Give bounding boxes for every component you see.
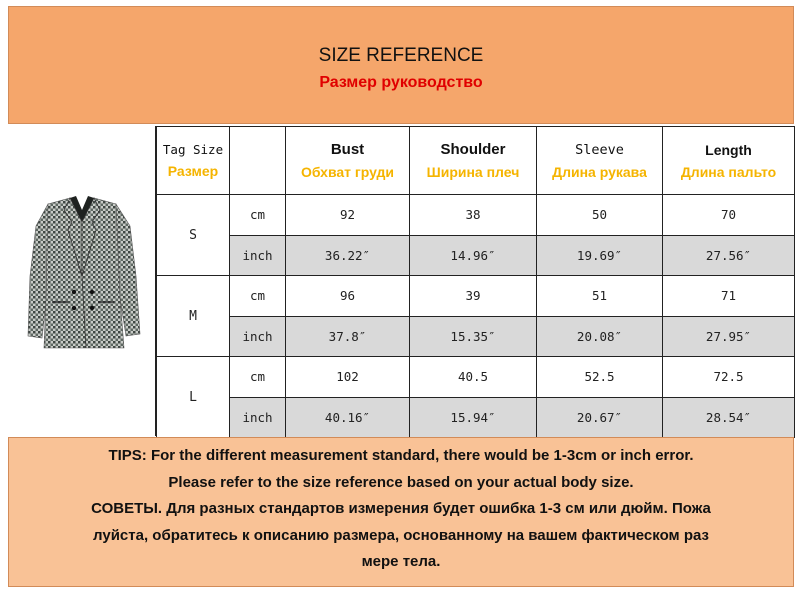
sleeve-inch: 20.08″ [537, 316, 663, 357]
column-label-ru: Длина пальто [680, 163, 777, 180]
column-label-ru: Ширина плеч [426, 164, 520, 180]
tips-line: Please refer to the size reference based on your actual body size. [168, 473, 634, 491]
shoulder-inch: 14.96″ [410, 235, 537, 276]
shoulder-inch: 15.94″ [410, 397, 537, 438]
size-label: M [157, 276, 230, 357]
sleeve-inch: 19.69″ [537, 235, 663, 276]
bust-inch: 37.8″ [286, 316, 410, 357]
column-label-en: Shoulder [440, 141, 506, 158]
shoulder-inch: 15.35″ [410, 316, 537, 357]
table-row-l-cm [157, 357, 795, 398]
shoulder-cm: 39 [410, 276, 537, 317]
page-subtitle: Размер руководство [319, 74, 483, 91]
size-reference-header [8, 6, 794, 124]
column-label-en: Bust [330, 141, 365, 158]
tips-box [8, 437, 794, 587]
page-title: SIZE REFERENCE [318, 45, 484, 66]
table-header-row [157, 127, 795, 195]
shoulder-cm: 40.5 [410, 357, 537, 398]
column-label-ru: Обхват груди [300, 164, 395, 180]
size-label: S [157, 195, 230, 276]
tips-line: СОВЕТЫ. Для разных стандартов измерения будет ошибка 1-3 см или дюйм. Пожа [91, 500, 711, 517]
bust-inch: 40.16″ [286, 397, 410, 438]
column-label-en: Sleeve [575, 141, 624, 158]
table-row-m-cm [157, 276, 795, 317]
tag-size-label: Tag Size [162, 142, 224, 157]
unit-header [230, 127, 286, 195]
length-inch: 27.95″ [663, 316, 795, 357]
sleeve-cm: 52.5 [537, 357, 663, 398]
bust-inch: 36.22″ [286, 235, 410, 276]
shoulder-cm: 38 [410, 195, 537, 236]
size-table [156, 126, 795, 438]
unit-cm: cm [230, 276, 286, 317]
blazer-photo [8, 126, 156, 436]
unit-inch: inch [230, 316, 286, 357]
blazer-illustration [8, 126, 156, 436]
column-label-ru: Длина рукава [552, 163, 647, 180]
column-header-shoulder [410, 127, 537, 195]
unit-cm: cm [230, 195, 286, 236]
tips-line: луйста, обратитесь к описанию размера, основанному на вашем фактическом раз [93, 526, 709, 544]
length-cm: 71 [663, 276, 795, 317]
tag-size-header [157, 127, 230, 195]
tag-size-label-ru: Размер [167, 163, 219, 179]
tips-line: мере тела. [361, 553, 441, 570]
column-header-length [663, 127, 795, 195]
unit-inch: inch [230, 397, 286, 438]
length-cm: 72.5 [663, 357, 795, 398]
tips-line: TIPS: For the different measurement standard, there would be 1-3cm or inch error. [108, 447, 694, 464]
column-header-bust [286, 127, 410, 195]
sleeve-cm: 51 [537, 276, 663, 317]
sleeve-inch: 20.67″ [537, 397, 663, 438]
table-row-s-cm [157, 195, 795, 236]
length-cm: 70 [663, 195, 795, 236]
table-row-m-inch [157, 316, 795, 357]
unit-inch: inch [230, 235, 286, 276]
column-header-sleeve [537, 127, 663, 195]
table-row-l-inch [157, 397, 795, 438]
length-inch: 27.56″ [663, 235, 795, 276]
bust-cm: 92 [286, 195, 410, 236]
table-row-s-inch [157, 235, 795, 276]
sleeve-cm: 50 [537, 195, 663, 236]
size-label: L [157, 357, 230, 438]
length-inch: 28.54″ [663, 397, 795, 438]
bust-cm: 96 [286, 276, 410, 317]
column-label-en: Length [705, 141, 752, 158]
bust-cm: 102 [286, 357, 410, 398]
unit-cm: cm [230, 357, 286, 398]
